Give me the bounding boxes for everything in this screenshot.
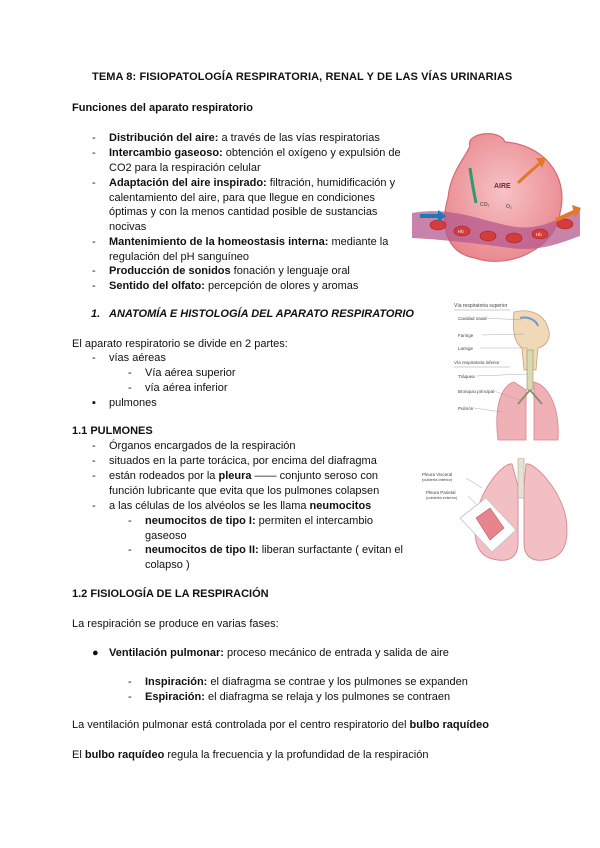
leader-line bbox=[476, 374, 528, 376]
right-lung bbox=[534, 382, 558, 440]
list-dash: - bbox=[128, 382, 132, 394]
trachea bbox=[518, 458, 524, 498]
list-dash: - bbox=[128, 544, 132, 556]
list-item-cont: óptimas y con la menos cantidad posible de sustancias bbox=[109, 206, 378, 218]
label-pleura-visceral-sub: (cubierta interior) bbox=[422, 477, 453, 482]
list-dash: - bbox=[92, 500, 96, 512]
list-item: situados en la parte torácica, por encima del diafragma bbox=[109, 455, 377, 467]
list-dash: - bbox=[128, 676, 132, 688]
trachea bbox=[527, 350, 533, 390]
section-1-2-intro: La respiración se produce en varias fases: bbox=[72, 618, 279, 630]
list-item-cont: gaseoso bbox=[145, 530, 187, 542]
alveolus-illustration bbox=[410, 128, 582, 273]
list-item: Intercambio gaseoso: obtención el oxígeno y expulsión de bbox=[109, 147, 401, 159]
label-pleura-parietal-sub: (cubierta exterior) bbox=[426, 495, 458, 500]
list-item: Espiración: el diafragma se relaja y los pulmones se contraen bbox=[145, 691, 451, 703]
section-1-intro: El aparato respiratorio se divide en 2 partes: bbox=[72, 338, 288, 350]
section-1-2-heading: 1.2 FISIOLOGÍA DE LA RESPIRACIÓN bbox=[72, 588, 269, 600]
label-via-superior: Vía respiratoria superior bbox=[454, 303, 508, 309]
leader-line bbox=[466, 478, 482, 488]
list-item: Ventilación pulmonar: proceso mecánico de entrada y salida de aire bbox=[109, 647, 449, 659]
list-item-cont: nocivas bbox=[109, 221, 147, 233]
list-item: - bbox=[92, 265, 96, 277]
list-item: Órganos encargados de la respiración bbox=[109, 440, 296, 452]
list-dash: - bbox=[92, 440, 96, 452]
label-pleura-parietal: Pleura Parietal bbox=[426, 490, 456, 495]
page-title: TEMA 8: FISIOPATOLOGÍA RESPIRATORIA, RENAL Y DE LAS VÍAS URINARIAS bbox=[92, 71, 513, 83]
list-dash: - bbox=[128, 367, 132, 379]
list-item: - bbox=[92, 132, 96, 144]
label-pulmon: Pulmón bbox=[458, 406, 474, 411]
list-item: neumocitos de tipo I: permiten el intercambio bbox=[145, 515, 374, 527]
label-cavidad-nasal: Cavidad nasal bbox=[458, 316, 487, 321]
list-item: Vía aérea superior bbox=[145, 367, 236, 379]
list-dash: - bbox=[92, 352, 96, 364]
list-item-cont: colapso ) bbox=[145, 559, 190, 571]
hb-label: Hb bbox=[458, 229, 464, 234]
paragraph: La ventilación pulmonar está controlada por el centro respiratorio del bulbo raquídeo bbox=[72, 719, 489, 731]
list-dash: - bbox=[92, 455, 96, 467]
list-item: vía aérea inferior bbox=[145, 382, 228, 394]
list-item: pulmones bbox=[109, 397, 157, 409]
list-item: - bbox=[92, 177, 96, 189]
section-1-number: 1. bbox=[91, 308, 101, 320]
list-dash: - bbox=[128, 515, 132, 527]
functions-heading: Funciones del aparato respiratorio bbox=[72, 102, 253, 114]
label-faringe: Faringe bbox=[458, 333, 474, 338]
list-item: están rodeados por la pleura —— conjunto seroso con bbox=[109, 470, 379, 482]
list-item: - bbox=[92, 236, 96, 248]
aire-label: AIRE bbox=[494, 183, 511, 190]
list-item: neumocitos de tipo II: liberan surfactante ( evitan el bbox=[145, 544, 403, 556]
o2-label: O₂ bbox=[506, 204, 512, 210]
left-lung bbox=[497, 382, 526, 440]
section-1-1-heading: 1.1 PULMONES bbox=[72, 425, 153, 437]
list-item-cont: CO2 para la respiración celular bbox=[109, 162, 261, 174]
list-item: Inspiración: el diafragma se contrae y los pulmones se expanden bbox=[145, 676, 468, 688]
list-item: vías aéreas bbox=[109, 352, 166, 364]
list-item: Sentido del olfato: percepción de olores y aromas bbox=[109, 280, 359, 292]
list-item: - bbox=[92, 280, 96, 292]
pleura-lungs-illustration bbox=[420, 458, 580, 566]
list-bullet: ▪ bbox=[92, 397, 96, 409]
list-item: - bbox=[92, 147, 96, 159]
list-item: a las células de los alvéolos se les llama neumocitos bbox=[109, 500, 372, 512]
label-laringe: Laringe bbox=[458, 346, 474, 351]
list-item: Distribución del aire: a través de las vías respiratorias bbox=[109, 132, 380, 144]
list-item: Mantenimiento de la homeostasis interna: mediante la bbox=[109, 236, 389, 248]
list-bullet: ● bbox=[92, 647, 99, 659]
section-1-heading: ANATOMÍA E HISTOLOGÍA DEL APARATO RESPIRATORIO bbox=[109, 308, 414, 320]
paragraph: El bulbo raquídeo regula la frecuencia y la profundidad de la respiración bbox=[72, 749, 429, 761]
list-dash: - bbox=[92, 470, 96, 482]
list-dash: - bbox=[128, 691, 132, 703]
hb-label: Hb bbox=[536, 232, 542, 237]
leader-line bbox=[468, 496, 478, 506]
list-item-cont: regulación del pH sanguíneo bbox=[109, 251, 250, 263]
list-item-cont: función lubricante que evita que los pulmones colapsen bbox=[109, 485, 380, 497]
label-pleura-visceral: Pleura Visceral bbox=[422, 472, 453, 477]
airway-illustration bbox=[452, 300, 564, 443]
list-item: Adaptación del aire inspirado: filtración, humidificación y bbox=[109, 177, 396, 189]
right-lung bbox=[524, 464, 567, 560]
label-bronquio: Bronquio principal bbox=[458, 389, 495, 394]
co2-label: CO₂ bbox=[480, 202, 490, 208]
list-item-cont: calentamiento del aire, para que llegue en condiciones bbox=[109, 192, 376, 204]
list-item: Producción de sonidos fonación y lenguaje oral bbox=[109, 265, 350, 277]
label-via-inferior: Vía respiratoria inferior bbox=[454, 360, 500, 365]
label-traquea: Tráquea bbox=[458, 374, 475, 379]
